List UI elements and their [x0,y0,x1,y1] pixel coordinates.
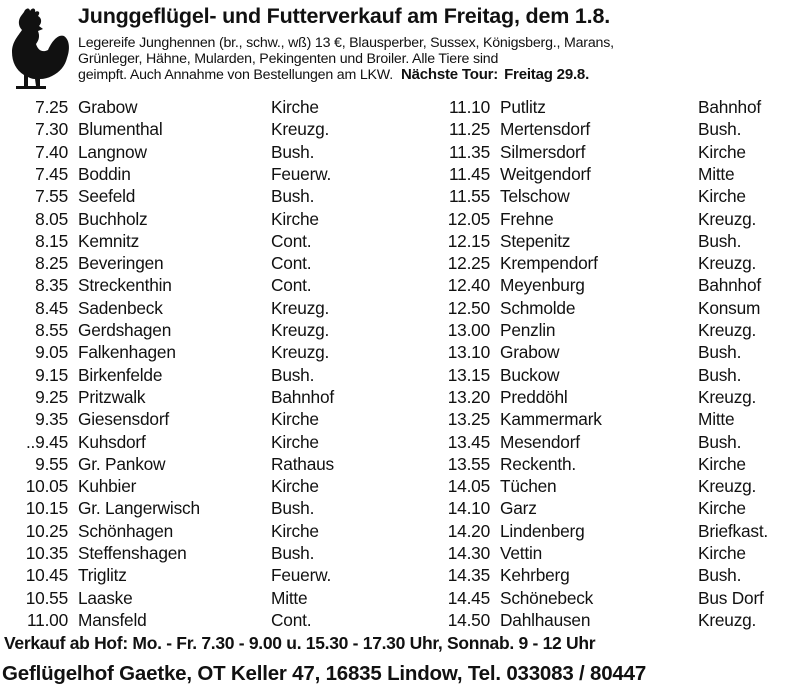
stop-spot: Mitte [698,409,735,430]
stop-time: 7.55 [35,186,68,207]
stop-spot: Konsum [698,297,761,318]
stop-place: Krempendorf [500,253,598,274]
schedule-row [430,497,790,519]
stop-place: Lindenberg [500,520,585,541]
stop-time: 8.15 [35,230,68,251]
stop-spot: Kirche [271,476,319,497]
stop-place: Gr. Langerwisch [78,498,200,519]
schedule-row [8,230,368,252]
schedule-row [8,386,368,408]
stop-time: 12.05 [447,208,490,229]
stop-spot: Bush. [698,230,742,251]
schedule-row [430,141,790,163]
stop-time: 7.40 [35,141,68,162]
schedule-row [430,475,790,497]
schedule-row [430,587,790,609]
schedule-row [430,230,790,252]
stop-place: Sadenbeck [78,297,163,318]
stop-place: Streckenthin [78,275,172,296]
stop-time: 12.50 [447,297,490,318]
stop-spot: Cont. [271,275,312,296]
schedule-row [430,297,790,319]
stop-time: 10.15 [25,498,68,519]
schedule-row [8,185,368,207]
stop-place: Gr. Pankow [78,453,166,474]
stop-place: Preddöhl [500,386,568,407]
stop-spot: Bahnhof [698,97,761,117]
stop-place: Kehrberg [500,565,570,586]
stop-spot: Kirche [698,186,746,207]
schedule-row [8,497,368,519]
schedule-row [8,453,368,475]
stop-time: 14.45 [447,587,490,608]
schedule-row [8,587,368,609]
schedule-row [8,208,368,230]
rooster-icon [2,6,72,94]
schedule-row [430,564,790,586]
stop-spot: Kreuzg. [271,297,330,318]
stop-place: Steffenshagen [78,543,187,563]
stop-time: 9.05 [35,342,68,363]
stop-time: 11.35 [449,141,490,162]
stop-spot: Cont. [271,609,312,630]
stop-time: 11.25 [449,119,490,140]
stop-place: Vettin [500,543,543,563]
schedule-row [8,297,368,319]
stop-spot: Bush. [271,186,315,207]
schedule-row [430,185,790,207]
stop-place: Triglitz [78,565,127,586]
schedule-row [8,141,368,163]
stop-place: Laaske [78,587,133,608]
stop-place: Weitgendorf [500,163,591,184]
stop-spot: Feuerw. [271,565,332,586]
stop-place: Boddin [78,163,131,184]
stop-time: 11.10 [449,97,490,117]
stop-time: 8.05 [35,208,68,229]
stop-place: Birkenfelde [78,364,163,385]
stop-time: 9.35 [35,409,68,430]
schedule-row [8,252,368,274]
schedule-row [430,520,790,542]
stop-place: Gerdshagen [78,320,172,340]
stop-spot: Kirche [271,409,319,430]
intro-line: Legereife Junghennen (br., schw., wß) 13 €, Blausperber, Sussex, Königsberg., Marans, [78,35,614,51]
schedule-row [8,542,368,564]
stop-place: Pritzwalk [78,386,146,407]
stop-time: 13.20 [447,386,490,407]
stop-spot: Kreuzg. [698,609,757,630]
stop-time: 13.10 [447,342,490,363]
stop-time: 12.40 [447,275,490,296]
contact-line: Geflügelhof Gaetke, OT Keller 47, 16835 Lindow, Tel. 033083 / 80447 [2,662,647,685]
farm-sale-hours: Verkauf ab Hof: Mo. - Fr. 7.30 - 9.00 u. 15.30 - 17.30 Uhr, Sonnab. 9 - 12 Uhr [4,633,596,653]
schedule-row [430,118,790,140]
stop-place: Kuhbier [78,476,137,497]
stop-time: 13.45 [447,431,490,452]
intro-line-with-next-tour [78,67,798,84]
schedule-row [8,319,368,341]
stop-place: Mertensdorf [500,119,591,140]
stop-time: 8.55 [35,320,68,340]
schedule-row [8,609,368,631]
stop-time: 9.55 [35,453,68,474]
stop-time: 7.45 [35,163,68,184]
schedule-row [430,609,790,631]
stop-place: Buchholz [78,208,148,229]
schedule-row [430,252,790,274]
stop-time: 13.25 [447,409,490,430]
stop-time: 9.25 [35,386,68,407]
schedule-row [8,431,368,453]
stop-place: Mansfeld [78,609,147,630]
schedule-row [8,408,368,430]
stop-spot: Bush. [698,119,742,140]
stop-place: Garz [500,498,537,519]
schedule-row [430,453,790,475]
schedule-row [8,364,368,386]
stop-spot: Bush. [698,342,742,363]
stop-place: Reckenth. [500,453,577,474]
stop-spot: Kreuzg. [271,320,330,340]
stop-spot: Bahnhof [698,275,761,296]
stop-place: Buckow [500,364,560,385]
stop-place: Frehne [500,208,554,229]
schedule-row [8,341,368,363]
stop-time: 8.25 [35,253,68,274]
stop-spot: Kreuzg. [271,119,330,140]
schedule-row [8,96,368,118]
schedule-row [430,163,790,185]
stop-time: 10.25 [25,520,68,541]
stop-place: Langnow [78,141,147,162]
stop-spot: Bush. [698,565,742,586]
stop-time: 8.45 [35,297,68,318]
stop-spot: Rathaus [271,453,334,474]
schedule-row [8,274,368,296]
stop-time: 14.10 [447,498,490,519]
stop-spot: Bush. [271,364,315,385]
stop-time: 14.30 [447,543,490,563]
stop-spot: Kirche [271,97,319,117]
stop-place: Giesensdorf [78,409,169,430]
schedule-row [430,386,790,408]
stop-place: Putlitz [500,97,546,117]
stop-spot: Kirche [698,453,746,474]
stop-spot: Kreuzg. [271,342,330,363]
stop-place: Kammermark [500,409,602,430]
schedule-row [8,163,368,185]
schedule-row [8,475,368,497]
stop-place: Telschow [500,186,570,207]
stop-spot: Kreuzg. [698,386,757,407]
stop-place: Mesendorf [500,431,580,452]
stop-spot: Mitte [271,587,308,608]
stop-spot: Kirche [271,208,319,229]
stop-spot: Bush. [271,141,315,162]
stop-place: Falkenhagen [78,342,176,363]
stop-spot: Bush. [271,543,315,563]
stop-time: 10.35 [25,543,68,563]
stop-spot: Cont. [271,253,312,274]
stop-place: Meyenburg [500,275,585,296]
intro-line: geimpft. Auch Annahme von Bestellungen am LKW. [78,67,393,83]
stop-place: Silmersdorf [500,141,586,162]
stop-spot: Kirche [271,520,319,541]
stop-spot: Kirche [698,141,746,162]
stop-spot: Kirche [271,431,319,452]
schedule-row [8,564,368,586]
stop-place: Tüchen [500,476,557,497]
stop-spot: Kirche [698,543,746,563]
stop-spot: Briefkast. [698,520,769,541]
next-tour-date: Freitag 29.8. [504,66,590,83]
stop-time: 10.05 [25,476,68,497]
stop-spot: Kreuzg. [698,208,757,229]
stop-time: 7.30 [35,119,68,140]
stop-time: 7.25 [35,97,68,117]
intro-text [78,36,798,84]
stop-spot: Bush. [698,431,742,452]
stop-time: 12.15 [447,230,490,251]
stop-time: 14.20 [447,520,490,541]
stop-spot: Kreuzg. [698,253,757,274]
intro-line: Grünleger, Hähne, Mularden, Pekingenten und Broiler. Alle Tiere sind [78,50,499,67]
schedule-row [8,520,368,542]
stop-time: 12.25 [447,253,490,274]
stop-time: 11.55 [449,186,490,207]
schedule-row [430,341,790,363]
stop-time: ..9.45 [25,431,68,452]
stop-spot: Bahnhof [271,386,334,407]
stop-spot: Feuerw. [271,163,332,184]
stop-place: Stepenitz [500,230,571,251]
stop-spot: Mitte [698,163,735,184]
stop-spot: Bus Dorf [698,587,764,608]
stop-spot: Kreuzg. [698,476,757,497]
stop-place: Penzlin [500,320,556,340]
stop-time: 11.45 [449,163,490,184]
stop-spot: Kirche [698,498,746,519]
schedule-row [430,96,790,118]
stop-place: Kuhsdorf [78,431,146,452]
stop-time: 10.45 [25,565,68,586]
stop-place: Beveringen [78,253,164,274]
stop-place: Grabow [500,342,560,363]
stop-time: 9.15 [35,364,68,385]
stop-place: Blumenthal [78,119,163,140]
stop-place: Dahlhausen [500,609,591,630]
stop-time: 14.35 [447,565,490,586]
stop-time: 13.55 [447,453,490,474]
stop-time: 13.15 [447,364,490,385]
page-title: Junggeflügel- und Futterverkauf am Freitag, dem 1.8. [78,4,610,28]
stop-place: Schmolde [500,297,576,318]
stop-place: Grabow [78,97,138,117]
next-tour-label: Nächste Tour: [400,66,499,83]
schedule-row [430,431,790,453]
stop-place: Schönebeck [500,587,594,608]
stop-place: Seefeld [78,186,136,207]
stop-place: Schönhagen [78,520,174,541]
schedule-row [430,408,790,430]
stop-time: 10.55 [25,587,68,608]
schedule-row [8,118,368,140]
stop-time: 8.35 [35,275,68,296]
stop-time: 11.00 [27,609,68,630]
stop-spot: Bush. [698,364,742,385]
schedule-row [430,542,790,564]
schedule-row [430,364,790,386]
stop-spot: Kreuzg. [698,320,757,340]
schedule-row [430,274,790,296]
stop-time: 14.05 [447,476,490,497]
schedule-row [430,319,790,341]
stop-place: Kemnitz [78,230,140,251]
stop-time: 14.50 [447,609,490,630]
schedule-row [430,208,790,230]
stop-spot: Bush. [271,498,315,519]
stop-spot: Cont. [271,230,312,251]
stop-time: 13.00 [447,320,490,340]
